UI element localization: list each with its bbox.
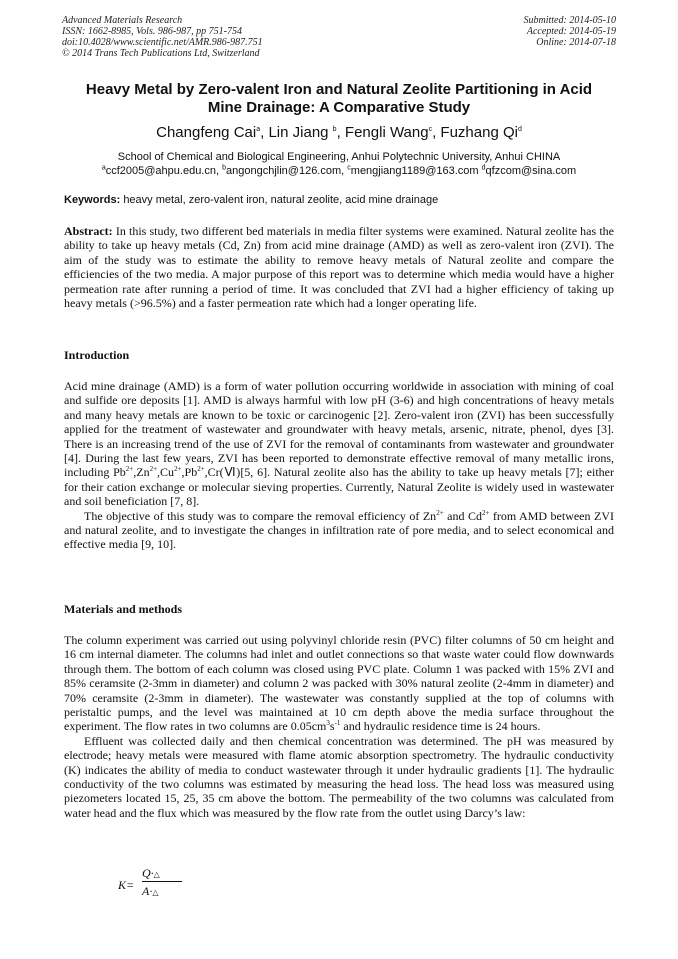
- delta-symbol: △: [153, 870, 160, 879]
- author-name: Fengli Wang: [344, 124, 429, 141]
- equation-numerator: Q·△: [142, 866, 160, 880]
- paper-title: [40, 81, 638, 117]
- email-list: $^a$ccf2005@ahpu.edu.cn, $^b$angongchjlin@126.com, $^c$mengjiang1189@163.com $^d$qfzcom@sina.com: [101, 164, 577, 177]
- ion: Pb: [184, 465, 198, 480]
- author-mark: d: [517, 126, 522, 133]
- journal-doi: doi:10.4028/www.scientific.net/AMR.986-987.751: [62, 37, 263, 48]
- author-mark: a: [256, 126, 261, 133]
- paragraph: The objective of this study was to compare the removal efficiency of $Zn^{2+}$ and $Cd^{2+}$ from AMD between ZVI and natural zeolite, and to investigate the changes in infiltration rate of pore media, and to select economical and effective media [9, 10].: [64, 508, 614, 552]
- submitted-date: Submitted: 2014-05-10: [523, 15, 616, 26]
- fraction-bar: [142, 881, 182, 882]
- keywords: [64, 193, 614, 207]
- delta-symbol: △: [152, 888, 159, 897]
- email-mark: b: [222, 164, 227, 172]
- email-mark: c: [347, 164, 351, 172]
- journal-copyright: © 2014 Trans Tech Publications Ltd, Switzerland: [62, 48, 260, 59]
- author-name: Fuzhang Qi: [440, 124, 518, 141]
- keywords-text: heavy metal, zero-valent iron, natural zeolite, acid mine drainage: [123, 194, 439, 206]
- paragraph: Effluent was collected daily and then chemical concentration was determined. The pH was measured by electrode; heavy metals were measured with flame atomic absorption spectrometry. The hydraulic conductivity (K) indicates the ability of media to conduct wastewater through it under hydraulic gradients [1]. The hydraulic conductivity of the two columns was estimated by measuring the head loss. The head loss was measured using piezometers located 15, 25, 35 cm above the bottom. The permeability of the two columns was calculated from water head and the flux which was measured by the flow rate from the outlet using Darcy’s law:: [64, 733, 614, 820]
- abstract-text: In this study, two different bed materials in media filter systems were examined. Natural zeolite has the ability to take up heavy metals (Cd, Zn) from acid mine drainage (AMD) as well as zero-valent iron (ZVI). The aim of the study was to estimate the ability to remove heavy metals of Natural zeolite and compare the efficiencies of the two media. A major purpose of this report was to determine which media would have a higher permeation rate after running a period of time. It was concluded that ZVI had a higher efficiency of taking up heavy metals (>96.5%) and a faster permeation rate which had a longer operating life.: [64, 224, 615, 311]
- journal-issn: ISSN: 1662-8985, Vols. 986-987, pp 751-754: [62, 26, 242, 37]
- journal-header: [62, 15, 263, 59]
- paragraph: The column experiment was carried out using polyvinyl chloride resin (PVC) filter columns of 50 cm height and 16 cm internal diameter. The columns had inlet and outlet connections so that waste water could flow downwards through them. The bottom of each column was closed using PVC plate. Column 1 was packed with 15% ZVI and 85% ceramsite (2-3mm in diameter) and column 2 was packed with 30% natural zeolite (2-4mm in diameter) and 70% ceramsite (2-3mm in diameter). The wastewater was constantly supplied at the top of columns with peristaltic pumps, and the level was maintained at 10 cm depth above the media surface throughout the experiment. The flow rates in two columns are $0.05cm^3s^{-1}$ and hydraulic residence time is 24 hours.: [64, 633, 614, 734]
- email-address: ccf2005@ahpu.edu.cn: [105, 165, 216, 177]
- author-name: Changfeng Cai: [156, 124, 257, 141]
- title-line-2: Mine Drainage: A Comparative Study: [207, 99, 471, 116]
- ion: Cr(Ⅵ): [207, 465, 241, 480]
- email-mark: a: [101, 164, 106, 172]
- author-name: Lin Jiang: [268, 124, 329, 141]
- section-heading: Materials and methods: [64, 602, 182, 616]
- section-heading: Introduction: [64, 348, 130, 362]
- author-mark: b: [332, 126, 337, 133]
- affiliation: School of Chemical and Biological Engineering, Anhui Polytechnic University, Anhui CHINA: [117, 151, 561, 163]
- online-date: Online: 2014-07-18: [536, 37, 616, 48]
- submission-dates: [524, 15, 617, 48]
- author-list: Changfeng Cai$^a$, Lin Jiang $^b$, Fengli Wang$^c$, Fuzhang Qi$^d$: [156, 124, 522, 141]
- journal-name: Advanced Materials Research: [62, 15, 183, 26]
- equation-denominator: A·△: [142, 884, 159, 898]
- introduction-body: [64, 379, 614, 552]
- paragraph: Acid mine drainage (AMD) is a form of water pollution occurring worldwide in association with mining of coal and sulfide ore deposits [1]. AMD is always harmful with low pH (3-6) and high concentrations of heavy metals and many heavy metals are known to be toxic or carcinogenic [2]. Zero-valent iron (ZVI) has been successfully applied for the treatment of wastewater and groundwater with heavy metals, arsenic, nitrate, phenol, dyes [3]. There is an increasing trend of the use of ZVI for the removal of contaminants from wastewater and groundwater [4]. During the last few years, ZVI has been reported to demonstrate effective removal of many metallic irons, including $Pb^{2+},Zn^{2+},Cu^{2+},Pb^{2+},Cr(Ⅵ)[5$, 6]. Natural zeolite also has the ability to take up heavy metals [7]; either for their cation exchange or molecular sieving properties. Currently, Natural Zeolite is widely used in wastewater and soil beneficiation [7, 8].: [64, 379, 614, 509]
- accepted-date: Accepted: 2014-05-19: [526, 26, 616, 37]
- equation-lhs: K=: [118, 878, 135, 892]
- email-address: angongchjlin@126.com: [226, 165, 342, 177]
- methods-body: [64, 633, 614, 820]
- email-mark: d: [481, 164, 486, 172]
- title-line-1: Heavy Metal by Zero-valent Iron and Natural Zeolite Partitioning in Acid: [85, 81, 593, 98]
- equation-fraction: [142, 866, 184, 898]
- abstract-label: Abstract:: [64, 224, 113, 238]
- abstract: [64, 224, 614, 310]
- ion: Zn: [136, 465, 150, 480]
- ion: Cu: [160, 465, 175, 480]
- author-mark: c: [428, 126, 433, 133]
- email-address: mengjiang1189@163.com: [350, 165, 479, 177]
- keywords-label: Keywords:: [64, 194, 121, 206]
- email-address: qfzcom@sina.com: [485, 165, 577, 177]
